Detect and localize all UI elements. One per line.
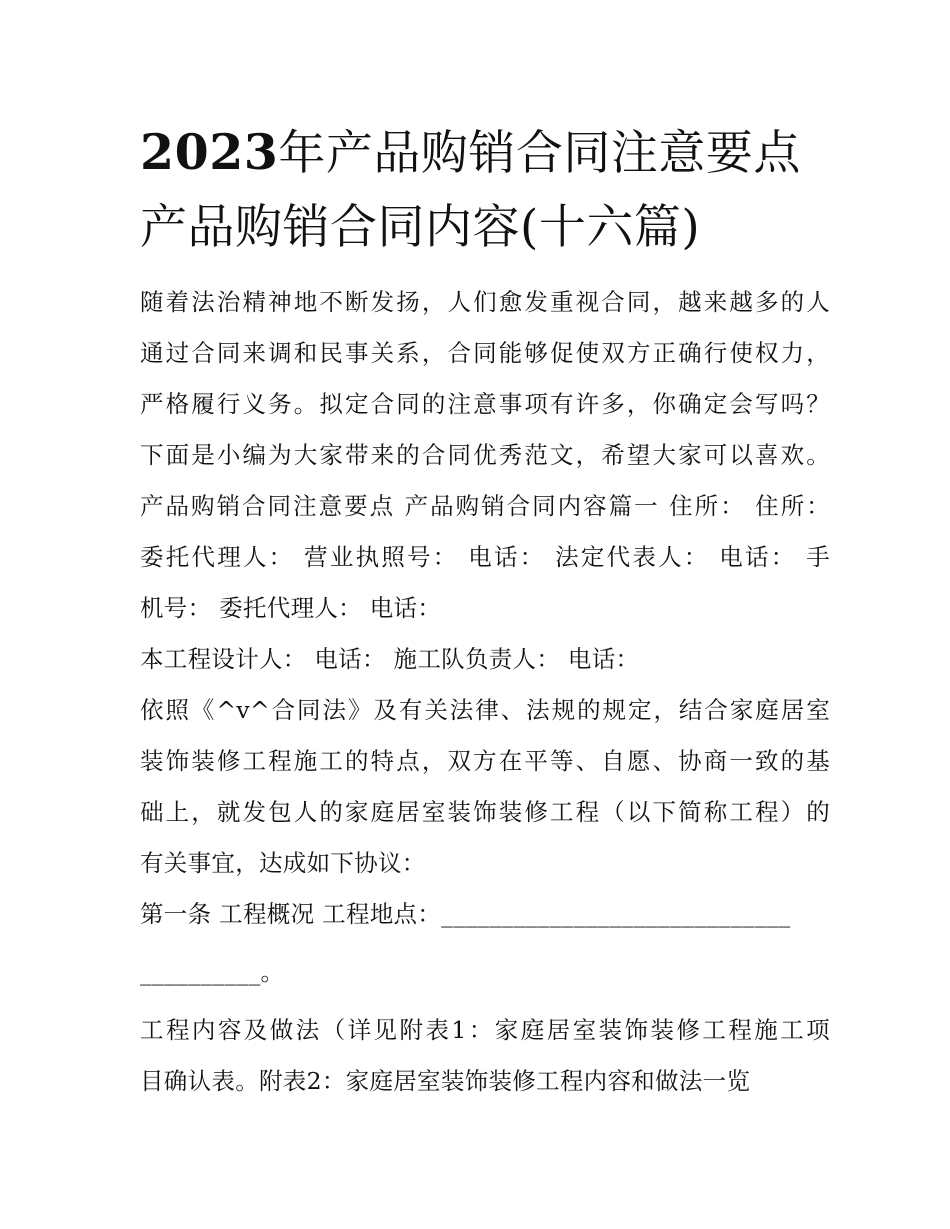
title-line-1-text: 年产品购销合同注意要点: [278, 126, 801, 181]
body-line: 通过合同来调和民事关系，合同能够促使双方正确行使权力，: [140, 339, 830, 367]
body-line: 目确认表。附表2：家庭居室装饰装修工程内容和做法一览: [140, 1067, 751, 1095]
body-line: 下面是小编为大家带来的合同优秀范文，希望大家可以喜欢。: [140, 441, 830, 469]
body-line: 随着法治精神地不断发扬，人们愈发重视合同，越来越多的人: [140, 288, 830, 316]
title-line-1: [140, 114, 830, 190]
title-line-2: 产品购销合同内容(十六篇): [140, 200, 701, 255]
body-line: 本工程设计人： 电话： 施工队负责人： 电话：: [140, 645, 640, 673]
title-year: 2023: [140, 123, 279, 181]
body-line: 严格履行义务。拟定合同的注意事项有许多，你确定会写吗？: [140, 390, 830, 418]
body-line: 第一条 工程概况 工程地点：_____________________________: [140, 900, 791, 928]
document-body: [140, 280, 830, 1110]
body-line: 机号： 委托代理人： 电话：: [140, 594, 442, 622]
body-line: 装饰装修工程施工的特点，双方在平等、自愿、协商一致的基: [140, 747, 830, 775]
body-line: __________。: [140, 958, 285, 986]
body-line: 有关事宜，达成如下协议：: [140, 849, 426, 877]
body-line: 工程内容及做法（详见附表1：家庭居室装饰装修工程施工项: [140, 1016, 830, 1044]
body-line: 础上，就发包人的家庭居室装饰装修工程（以下简称工程）的: [140, 798, 830, 826]
body-line: 产品购销合同注意要点 产品购销合同内容篇一 住所： 住所：: [140, 492, 830, 520]
body-line: 委托代理人： 营业执照号： 电话： 法定代表人： 电话： 手: [140, 543, 830, 571]
body-line: 依照《^v^合同法》及有关法律、法规的规定，结合家庭居室: [140, 696, 830, 724]
document-title: [140, 114, 830, 266]
